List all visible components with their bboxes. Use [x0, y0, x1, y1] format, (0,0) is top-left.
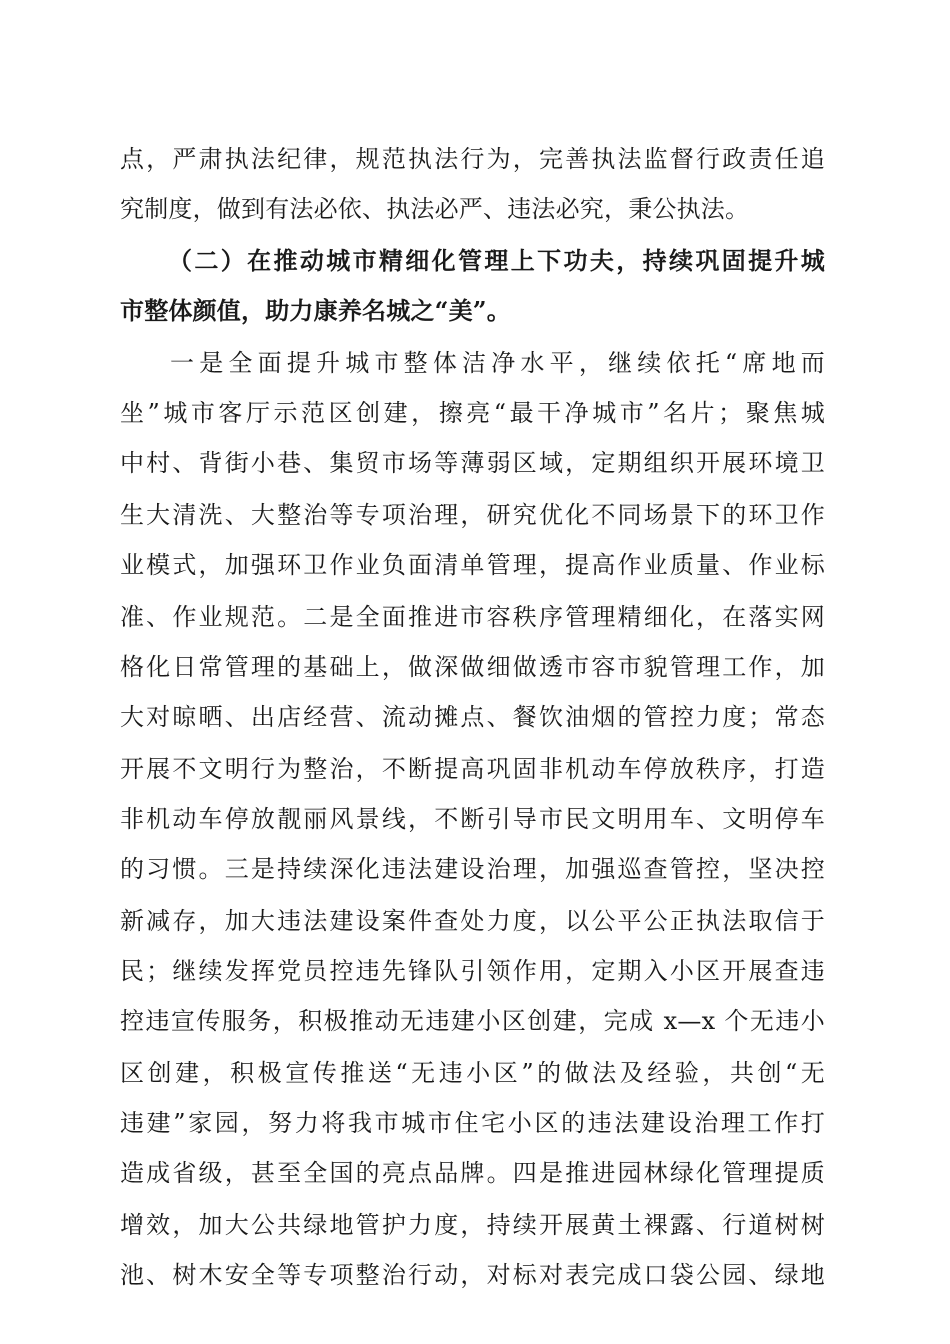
- text-line: 准、作业规范。二是全面推进市容秩序管理精细化，在落实网: [120, 603, 825, 631]
- text-line: 区创建，积极宣传推送“无违小区”的做法及经验，共创“无: [120, 1059, 825, 1087]
- text-line: 新减存，加大违法建设案件查处力度，以公平公正执法取信于: [120, 907, 825, 935]
- text-line: 点，严肃执法纪律，规范执法行为，完善执法监督行政责任追: [120, 145, 825, 173]
- section-heading-line: 市整体颜值，助力康养名城之“美”。: [120, 296, 512, 325]
- text-line: 控违宣传服务，积极推动无违建小区创建，完成 x—x 个无违小: [120, 1007, 825, 1035]
- text-line: 坐”城市客厅示范区创建，擦亮“最干净城市”名片；聚焦城: [120, 399, 825, 427]
- text-line: 的习惯。三是持续深化违法建设治理，加强巡查管控，坚决控: [120, 855, 825, 883]
- text-line: 一是全面提升城市整体洁净水平，继续依托“席地而: [170, 349, 825, 377]
- text-line: 业模式，加强环卫作业负面清单管理，提高作业质量、作业标: [120, 551, 825, 579]
- text-line: 大对晾晒、出店经营、流动摊点、餐饮油烟的管控力度；常态: [120, 703, 825, 731]
- text-line: 增效，加大公共绿地管护力度，持续开展黄土裸露、行道树树: [120, 1211, 825, 1239]
- text-line: 格化日常管理的基础上，做深做细做透市容市貌管理工作，加: [120, 653, 825, 681]
- text-line: 究制度，做到有法必依、执法必严、违法必究，秉公执法。: [120, 195, 750, 223]
- text-line: 池、树木安全等专项整治行动，对标对表完成口袋公园、绿地: [120, 1261, 825, 1289]
- text-line: 民；继续发挥党员控违先锋队引领作用，定期入小区开展查违: [120, 957, 825, 985]
- text-line: 非机动车停放靓丽风景线，不断引导市民文明用车、文明停车: [120, 805, 825, 833]
- text-line: 违建”家园，努力将我市城市住宅小区的违法建设治理工作打: [120, 1109, 825, 1137]
- text-line: 生大清洗、大整治等专项治理，研究优化不同场景下的环卫作: [120, 501, 825, 529]
- section-heading-line: （二）在推动城市精细化管理上下功夫，持续巩固提升城: [168, 246, 825, 275]
- text-line: 开展不文明行为整治，不断提高巩固非机动车停放秩序，打造: [120, 755, 825, 783]
- text-line: 中村、背街小巷、集贸市场等薄弱区域，定期组织开展环境卫: [120, 449, 825, 477]
- text-line: 造成省级，甚至全国的亮点品牌。四是推进园林绿化管理提质: [120, 1159, 825, 1187]
